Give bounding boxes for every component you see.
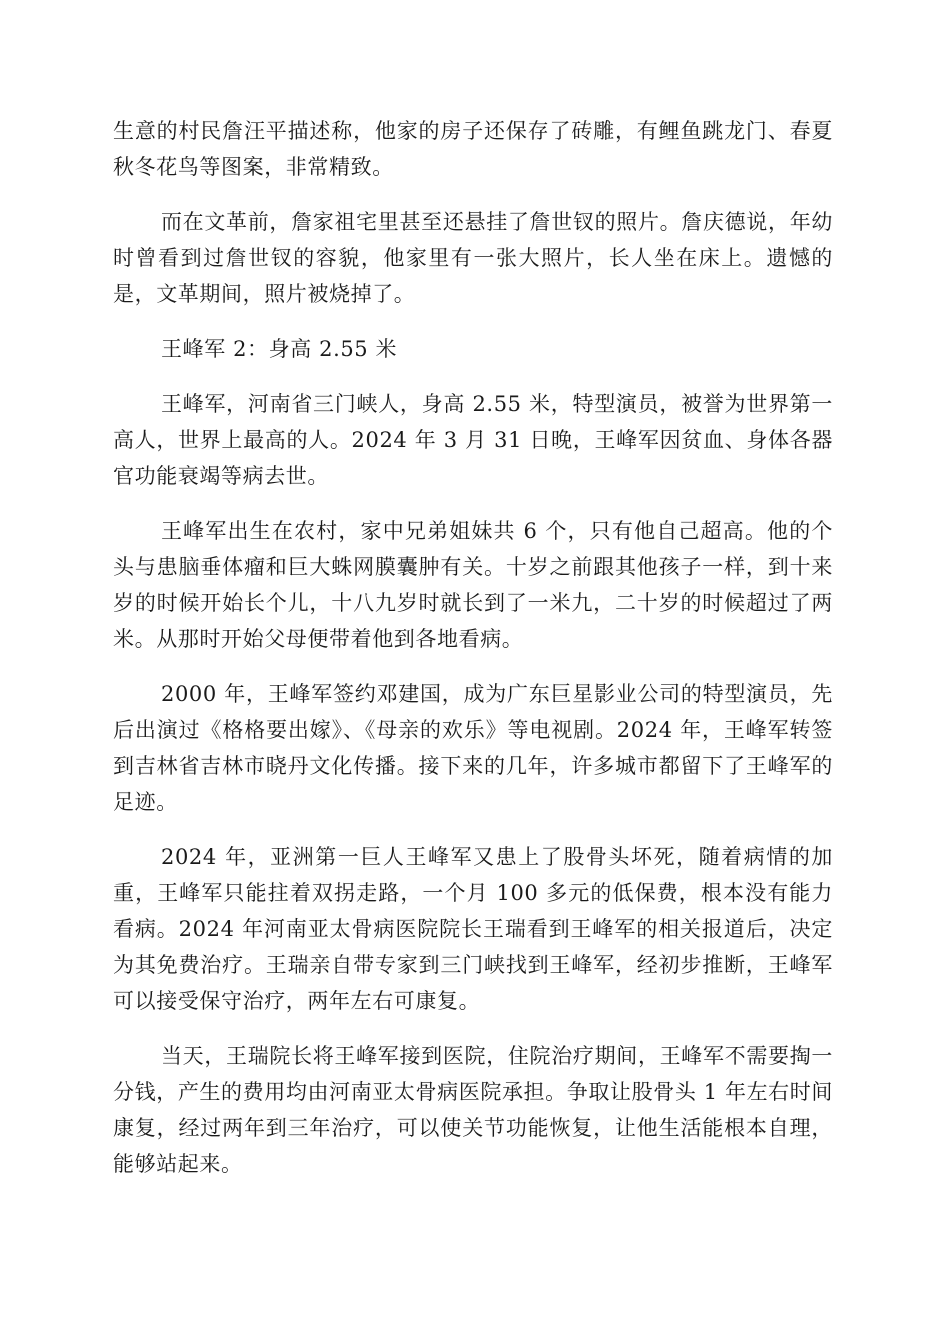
document-body <box>113 113 833 1201</box>
paragraph-illness: 2024 年，亚洲第一巨人王峰军又患上了股骨头坏死，随着病情的加重，王峰军只能拄着双拐走路，一个月 100 多元的低保费，根本没有能力看病。2024 年河南亚太骨病医院院长王瑞看到王峰军的相关报道后，决定为其免费治疗。王瑞亲自带专家到三门峡找到王峰军，经初步推断，王峰军可以接受保守治疗，两年左右可康复。 <box>113 845 833 1013</box>
paragraph-intro: 王峰军，河南省三门峡人，身高 2.55 米，特型演员，被誉为世界第一高人，世界上最高的人。2024 年 3 月 31 日晚，王峰军因贫血、身体各器官功能衰竭等病去世。 <box>113 392 833 488</box>
paragraph-childhood: 王峰军出生在农村，家中兄弟姐妹共 6 个，只有他自己超高。他的个头与患脑垂体瘤和巨大蛛网膜囊肿有关。十岁之前跟其他孩子一样，到十来岁的时候开始长个儿，十八九岁时就长到了一米九，二十岁的时候超过了两米。从那时开始父母便带着他到各地看病。 <box>113 519 833 651</box>
paragraph-continuation: 生意的村民詹汪平描述称，他家的房子还保存了砖雕，有鲤鱼跳龙门、春夏秋冬花鸟等图案，非常精致。 <box>113 119 833 179</box>
paragraph-treatment: 当天，王瑞院长将王峰军接到医院，住院治疗期间，王峰军不需要掏一分钱，产生的费用均由河南亚太骨病医院承担。争取让股骨头 1 年左右时间康复，经过两年到三年治疗，可以使关节功能恢复，让他生活能根本自理，能够站起来。 <box>113 1044 833 1176</box>
section-heading: 王峰军 2：身高 2.55 米 <box>161 337 398 361</box>
paragraph-photo-story: 而在文革前，詹家祖宅里甚至还悬挂了詹世钗的照片。詹庆德说，年幼时曾看到过詹世钗的容貌，他家里有一张大照片，长人坐在床上。遗憾的是，文革期间，照片被烧掉了。 <box>113 210 833 306</box>
paragraph-career: 2000 年，王峰军签约邓建国，成为广东巨星影业公司的特型演员，先后出演过《格格要出嫁》、《母亲的欢乐》等电视剧。2024 年，王峰军转签到吉林省吉林市晓丹文化传播。接下来的几年，许多城市都留下了王峰军的足迹。 <box>113 682 833 814</box>
